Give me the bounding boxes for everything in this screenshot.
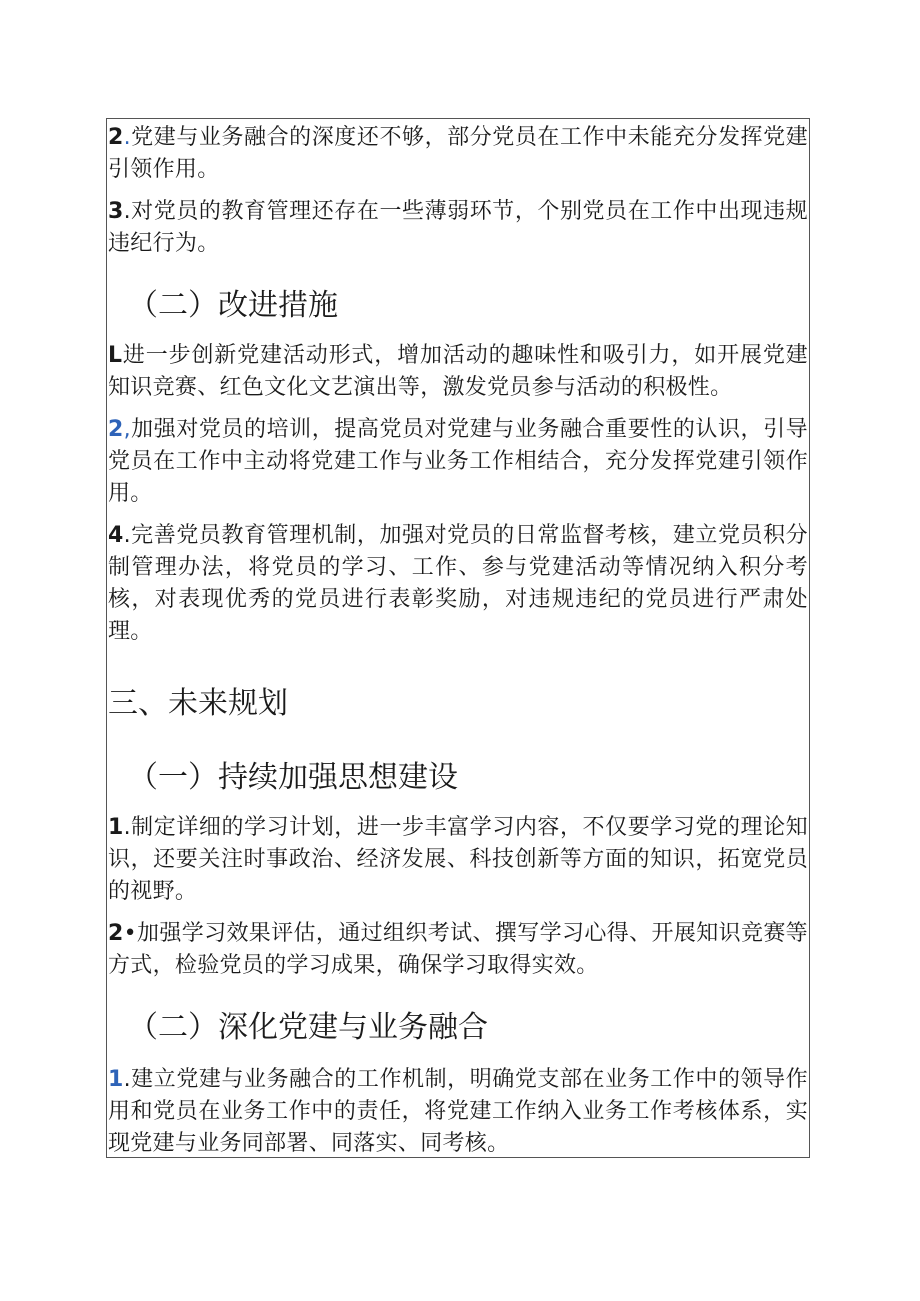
section-heading: （一）持续加强思想建设 xyxy=(128,760,458,795)
list-item xyxy=(108,918,808,982)
item-text: 进一步创新党建活动形式，增加活动的趣味性和吸引力，如开展党建知识竞赛、红色文化文艺演出等，激发党员参与活动的积极性。 xyxy=(108,343,808,400)
item-text: 加强学习效果评估，通过组织考试、撰写学习心得、开展知识竞赛等方式，检验党员的学习成果，确保学习取得实效。 xyxy=(108,921,808,978)
list-item xyxy=(108,122,808,186)
chapter-heading: 三、未来规划 xyxy=(108,686,288,721)
item-separator: . xyxy=(123,1067,131,1092)
item-separator: , xyxy=(123,417,131,442)
item-separator: . xyxy=(123,815,131,840)
item-number: 2 xyxy=(108,921,124,946)
item-number: 4 xyxy=(108,523,124,548)
item-text: 加强对党员的培训，提高党员对党建与业务融合重要性的认识，引导党员在工作中主动将党建工作与业务工作相结合，充分发挥党建引领作用。 xyxy=(108,417,808,506)
list-item xyxy=(108,196,808,260)
section-heading: （二）深化党建与业务融合 xyxy=(128,1010,488,1045)
list-item xyxy=(108,520,808,648)
item-number: 2 xyxy=(108,417,124,442)
item-text: 完善党员教育管理机制，加强对党员的日常监督考核，建立党员积分制管理办法，将党员的学习、工作、参与党建活动等情况纳入积分考核，对表现优秀的党员进行表彰奖励，对违规违纪的党员进行严肃处理。 xyxy=(108,523,808,644)
item-number: 2 xyxy=(108,125,124,150)
item-separator: • xyxy=(123,921,137,946)
item-separator: . xyxy=(123,125,131,150)
item-text: 建立党建与业务融合的工作机制，明确党支部在业务工作中的领导作用和党员在业务工作中的责任，将党建工作纳入业务工作考核体系，实现党建与业务同部署、同落实、同考核。 xyxy=(108,1067,808,1156)
item-number: 1 xyxy=(108,815,124,840)
list-item xyxy=(108,1064,808,1160)
list-item xyxy=(108,340,808,404)
item-separator: . xyxy=(123,523,131,548)
item-separator: . xyxy=(123,199,131,224)
list-item xyxy=(108,414,808,510)
item-text: 制定详细的学习计划，进一步丰富学习内容，不仅要学习党的理论知识，还要关注时事政治、经济发展、科技创新等方面的知识，拓宽党员的视野。 xyxy=(108,815,808,904)
item-number: 3 xyxy=(108,199,124,224)
list-item xyxy=(108,812,808,908)
item-text: 党建与业务融合的深度还不够，部分党员在工作中未能充分发挥党建引领作用。 xyxy=(108,125,808,182)
item-number: L xyxy=(108,343,123,368)
section-heading: （二）改进措施 xyxy=(128,288,338,323)
item-text: 对党员的教育管理还存在一些薄弱环节，个别党员在工作中出现违规违纪行为。 xyxy=(108,199,808,256)
item-number: 1 xyxy=(108,1067,124,1092)
